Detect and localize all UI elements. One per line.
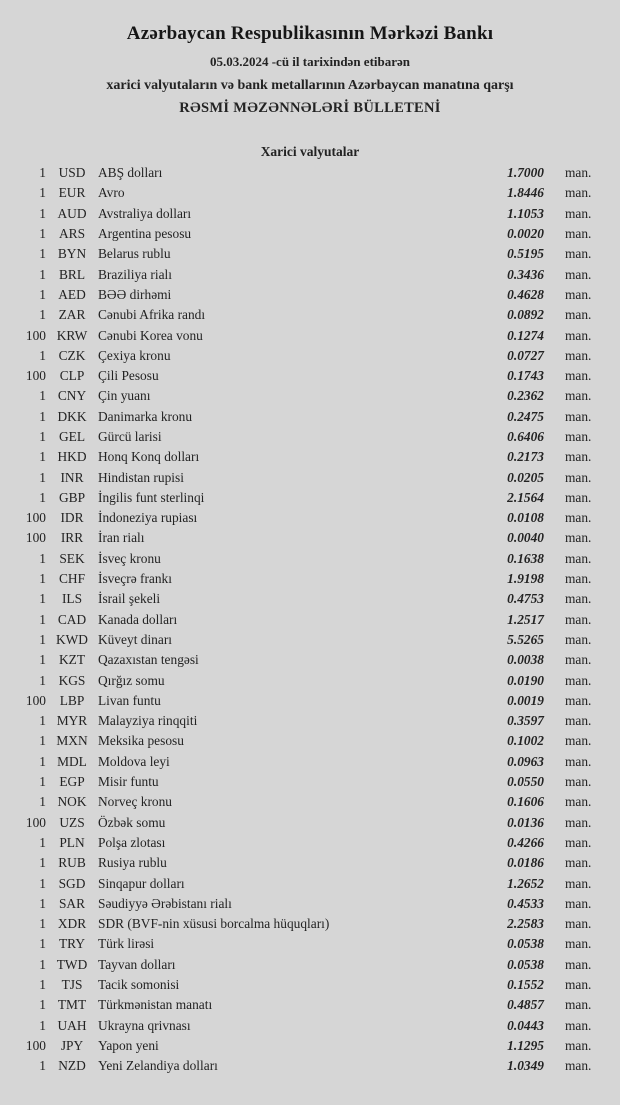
currency-row xyxy=(0,163,620,183)
currency-rate-value: 0.1002 xyxy=(507,733,544,749)
section-heading-foreign-currencies: Xarici valyutalar xyxy=(260,144,360,159)
currency-unit-label: man. xyxy=(565,286,592,302)
currency-rate-value: 0.0963 xyxy=(507,753,544,769)
currency-code: NOK xyxy=(57,794,87,810)
currency-row xyxy=(0,569,620,589)
currency-name: Avstraliya dolları xyxy=(98,205,192,221)
currency-row xyxy=(0,955,620,975)
currency-row xyxy=(0,995,620,1015)
currency-rate-value: 0.0186 xyxy=(507,855,544,871)
currency-row xyxy=(0,285,620,305)
currency-row xyxy=(0,853,620,873)
currency-code: TWD xyxy=(56,956,88,972)
currency-rate-value: 0.4753 xyxy=(507,591,544,607)
currency-code: KGS xyxy=(58,672,86,688)
currency-row xyxy=(0,549,620,569)
currency-unit-label: man. xyxy=(565,469,592,485)
currency-quantity: 1 xyxy=(39,936,46,952)
currency-unit-label: man. xyxy=(565,1037,592,1053)
currency-quantity: 1 xyxy=(39,286,46,302)
currency-code: CHF xyxy=(58,571,86,587)
currency-code: GEL xyxy=(58,429,86,444)
currency-quantity: 1 xyxy=(39,489,46,505)
currency-row xyxy=(0,1015,620,1035)
currency-rate-value: 0.0108 xyxy=(507,510,544,526)
currency-rate-value: 5.5265 xyxy=(507,631,544,647)
currency-name: Rusiya rublu xyxy=(98,855,167,871)
currency-unit-label: man. xyxy=(565,246,592,262)
currency-quantity: 1 xyxy=(39,916,46,932)
currency-row xyxy=(0,366,620,386)
currency-quantity: 1 xyxy=(39,895,46,911)
currency-name: Cənubi Korea vonu xyxy=(98,327,203,343)
currency-rate-value: 1.9198 xyxy=(507,571,544,587)
currency-code: GBP xyxy=(58,489,86,505)
currency-unit-label: man. xyxy=(565,408,592,424)
currency-code: HKD xyxy=(57,449,87,465)
currency-row xyxy=(0,610,620,630)
effective-date-line: 05.03.2024 -cü il tarixindən etibarən xyxy=(209,54,411,69)
currency-quantity: 1 xyxy=(39,449,46,465)
currency-row xyxy=(0,650,620,670)
currency-code: MDL xyxy=(57,753,87,769)
currency-name: İran rialı xyxy=(98,530,145,546)
currency-row xyxy=(0,813,620,833)
currency-rate-value: 1.2517 xyxy=(507,611,544,627)
currency-quantity: 1 xyxy=(39,652,46,668)
currency-code: DKK xyxy=(57,408,87,424)
currency-name: Moldova leyi xyxy=(98,753,170,769)
currency-unit-label: man. xyxy=(565,307,592,323)
bank-title: Azərbaycan Respublikasının Mərkəzi Bankı xyxy=(126,23,494,44)
currency-name: Danimarka kronu xyxy=(98,408,193,424)
currency-row xyxy=(0,224,620,244)
currency-unit-label: man. xyxy=(565,895,592,911)
currency-rate-value: 2.1564 xyxy=(507,489,544,505)
currency-code: CNY xyxy=(57,388,87,404)
currency-rate-value: 0.4266 xyxy=(507,834,544,850)
currency-quantity: 100 xyxy=(25,530,46,546)
currency-quantity: 1 xyxy=(39,713,46,729)
currency-quantity: 1 xyxy=(39,1058,46,1074)
currency-row xyxy=(0,508,620,528)
currency-name: İsveçrə frankı xyxy=(98,571,172,587)
currency-name: Honq Konq dolları xyxy=(98,449,200,465)
currency-code: UAH xyxy=(57,1017,87,1033)
currency-name: Səudiyyə Ərəbistanı rialı xyxy=(98,895,232,911)
currency-row xyxy=(0,630,620,650)
currency-row xyxy=(0,894,620,914)
currency-unit-label: man. xyxy=(565,916,592,932)
currency-quantity: 100 xyxy=(25,510,46,526)
currency-row xyxy=(0,752,620,772)
currency-code: CAD xyxy=(57,611,87,627)
currency-name: Qırğız somu xyxy=(98,672,165,688)
currency-unit-label: man. xyxy=(565,753,592,769)
currency-unit-label: man. xyxy=(565,550,592,566)
currency-code: JPY xyxy=(60,1037,84,1053)
currency-unit-label: man. xyxy=(565,631,592,647)
currency-name: Polşa zlotası xyxy=(98,834,166,850)
currency-unit-label: man. xyxy=(565,652,592,668)
currency-name: İngilis funt sterlinqi xyxy=(98,489,205,505)
currency-unit-label: man. xyxy=(565,591,592,607)
currency-code: CLP xyxy=(59,368,85,384)
currency-rate-value: 0.3597 xyxy=(507,713,544,729)
currency-quantity: 100 xyxy=(25,814,46,830)
currency-rate-value: 0.0038 xyxy=(507,652,544,668)
currency-unit-label: man. xyxy=(565,692,592,708)
currency-unit-label: man. xyxy=(565,571,592,587)
currency-name: Sinqapur dolları xyxy=(98,875,185,891)
currency-quantity: 1 xyxy=(39,550,46,566)
currency-quantity: 1 xyxy=(39,571,46,587)
currency-rate-value: 0.0538 xyxy=(507,936,544,952)
currency-quantity: 1 xyxy=(39,307,46,323)
currency-code: RUB xyxy=(58,855,86,871)
currency-code: TJS xyxy=(61,977,83,993)
currency-name: Avro xyxy=(98,185,125,201)
currency-unit-label: man. xyxy=(565,733,592,749)
currency-rate-value: 0.0550 xyxy=(507,774,544,790)
currency-unit-label: man. xyxy=(565,266,592,282)
currency-row xyxy=(0,873,620,893)
currency-quantity: 1 xyxy=(39,774,46,790)
currency-unit-label: man. xyxy=(565,611,592,627)
currency-rate-value: 0.4533 xyxy=(507,895,544,911)
currency-code: PLN xyxy=(59,834,85,850)
currency-code: UZS xyxy=(59,814,85,830)
currency-code: ILS xyxy=(61,591,83,607)
currency-unit-label: man. xyxy=(565,530,592,546)
currency-unit-label: man. xyxy=(565,489,592,505)
currency-code: BYN xyxy=(57,246,87,262)
currency-quantity: 1 xyxy=(39,753,46,769)
currency-code: EUR xyxy=(58,185,86,201)
currency-quantity: 1 xyxy=(39,591,46,607)
currency-code: ARS xyxy=(58,226,86,242)
currency-rate-value: 0.0019 xyxy=(507,692,544,708)
currency-row xyxy=(0,833,620,853)
currency-row xyxy=(0,264,620,284)
currency-quantity: 1 xyxy=(39,611,46,627)
currency-row xyxy=(0,407,620,427)
currency-rate-value: 1.8446 xyxy=(507,185,544,201)
currency-name: SDR (BVF-nin xüsusi borcalma hüquqları) xyxy=(98,916,330,932)
currency-quantity: 1 xyxy=(39,408,46,424)
currency-quantity: 1 xyxy=(39,266,46,282)
currency-unit-label: man. xyxy=(565,794,592,810)
currency-unit-label: man. xyxy=(565,814,592,830)
currency-code: AED xyxy=(58,286,86,302)
currency-row xyxy=(0,589,620,609)
currency-quantity: 1 xyxy=(39,855,46,871)
currency-name: Meksika pesosu xyxy=(98,733,184,749)
currency-row xyxy=(0,386,620,406)
currency-code: TMT xyxy=(57,997,87,1013)
currency-row xyxy=(0,934,620,954)
currency-rate-value: 0.4857 xyxy=(507,997,544,1013)
currency-rate-value: 1.1053 xyxy=(507,205,544,221)
currency-name: Misir funtu xyxy=(98,774,159,790)
currency-unit-label: man. xyxy=(565,388,592,404)
currency-quantity: 1 xyxy=(39,834,46,850)
currency-rate-value: 0.1743 xyxy=(507,368,544,384)
currency-row xyxy=(0,975,620,995)
currency-rate-value: 0.5195 xyxy=(507,246,544,262)
currency-unit-label: man. xyxy=(565,875,592,891)
currency-unit-label: man. xyxy=(565,1058,592,1074)
currency-row xyxy=(0,325,620,345)
currency-name: Kanada dolları xyxy=(98,611,178,627)
currency-rate-value: 0.0443 xyxy=(507,1017,544,1033)
currency-quantity: 1 xyxy=(39,977,46,993)
currency-rate-value: 0.0205 xyxy=(507,469,544,485)
currency-unit-label: man. xyxy=(565,429,592,444)
currency-quantity: 1 xyxy=(39,347,46,363)
currency-row xyxy=(0,305,620,325)
currency-name: Cənubi Afrika randı xyxy=(98,307,206,323)
currency-unit-label: man. xyxy=(565,834,592,850)
currency-row xyxy=(0,691,620,711)
currency-row xyxy=(0,204,620,224)
currency-unit-label: man. xyxy=(565,774,592,790)
currency-name: Yeni Zelandiya dolları xyxy=(98,1058,218,1074)
currency-quantity: 100 xyxy=(25,327,46,343)
currency-name: Çin yuanı xyxy=(98,388,151,404)
currency-name: Argentina pesosu xyxy=(98,226,192,242)
currency-name: Livan funtu xyxy=(98,692,161,708)
currency-unit-label: man. xyxy=(565,997,592,1013)
currency-rate-value: 0.0136 xyxy=(507,814,544,830)
currency-quantity: 1 xyxy=(39,631,46,647)
currency-code: TRY xyxy=(58,936,86,952)
currency-name: Braziliya rialı xyxy=(98,266,172,282)
currency-unit-label: man. xyxy=(565,672,592,688)
currency-row xyxy=(0,467,620,487)
currency-quantity: 1 xyxy=(39,429,46,444)
currency-row xyxy=(0,670,620,690)
currency-rate-value: 0.0727 xyxy=(507,347,544,363)
currency-quantity: 1 xyxy=(39,185,46,201)
currency-row xyxy=(0,427,620,447)
currency-row xyxy=(0,792,620,812)
currency-quantity: 1 xyxy=(39,672,46,688)
currency-rate-value: 0.2362 xyxy=(507,388,544,404)
bulletin-subtitle: xarici valyutaların və bank metallarının Azərbaycan manatına qarşı xyxy=(106,78,514,93)
currency-unit-label: man. xyxy=(565,510,592,526)
currency-rate-value: 0.1638 xyxy=(507,550,544,566)
currency-code: ZAR xyxy=(58,307,86,323)
currency-name: Çexiya kronu xyxy=(98,347,171,363)
currency-code: IRR xyxy=(60,530,84,546)
currency-code: MYR xyxy=(56,713,88,729)
currency-quantity: 100 xyxy=(25,1037,46,1053)
currency-name: Çili Pesosu xyxy=(98,368,159,384)
currency-row xyxy=(0,488,620,508)
currency-name: Qazaxıstan tengəsi xyxy=(98,652,199,668)
currency-row xyxy=(0,914,620,934)
currency-unit-label: man. xyxy=(565,185,592,201)
currency-name: Gürcü larisi xyxy=(98,429,162,444)
currency-quantity: 100 xyxy=(25,692,46,708)
currency-quantity: 100 xyxy=(25,368,46,384)
currency-unit-label: man. xyxy=(565,956,592,972)
currency-rate-value: 0.4628 xyxy=(507,286,544,302)
currency-row xyxy=(0,447,620,467)
currency-name: Tayvan dolları xyxy=(98,956,176,972)
currency-code: IDR xyxy=(60,510,84,526)
currency-code: XDR xyxy=(57,916,87,932)
currency-unit-label: man. xyxy=(565,205,592,221)
currency-name: Ukrayna qrivnası xyxy=(98,1017,191,1033)
currency-rate-value: 0.2173 xyxy=(507,449,544,465)
currency-unit-label: man. xyxy=(565,165,592,181)
currency-quantity: 1 xyxy=(39,733,46,749)
currency-code: AUD xyxy=(57,205,87,221)
currency-unit-label: man. xyxy=(565,368,592,384)
currency-name: Belarus rublu xyxy=(98,246,171,262)
currency-row xyxy=(0,731,620,751)
currency-name: Norveç kronu xyxy=(98,794,172,810)
currency-row xyxy=(0,346,620,366)
currency-rate-value: 0.2475 xyxy=(507,408,544,424)
currency-row xyxy=(0,528,620,548)
currency-quantity: 1 xyxy=(39,956,46,972)
currency-rate-value: 2.2583 xyxy=(507,916,544,932)
currency-row xyxy=(0,1036,620,1056)
currency-unit-label: man. xyxy=(565,449,592,465)
currency-rate-value: 0.3436 xyxy=(507,266,544,282)
currency-code: USD xyxy=(58,165,86,181)
currency-name: Türk lirəsi xyxy=(98,936,155,952)
currency-quantity: 1 xyxy=(39,388,46,404)
currency-unit-label: man. xyxy=(565,713,592,729)
bulletin-official-title: RƏSMİ MƏZƏNNƏLƏRİ BÜLLETENİ xyxy=(179,100,441,116)
currency-quantity: 1 xyxy=(39,226,46,242)
currency-rate-value: 1.2652 xyxy=(507,875,544,891)
currency-code: BRL xyxy=(58,266,86,282)
currency-unit-label: man. xyxy=(565,855,592,871)
currency-name: İndoneziya rupiası xyxy=(98,510,198,526)
currency-name: Malayziya rinqqiti xyxy=(98,713,198,729)
currency-quantity: 1 xyxy=(39,469,46,485)
currency-quantity: 1 xyxy=(39,246,46,262)
currency-row xyxy=(0,244,620,264)
currency-rates-table xyxy=(0,163,620,1076)
currency-rate-value: 0.0538 xyxy=(507,956,544,972)
currency-name: İsrail şekeli xyxy=(98,591,161,607)
currency-rate-value: 0.0190 xyxy=(507,672,544,688)
currency-code: MXN xyxy=(56,733,88,749)
currency-name: ABŞ dolları xyxy=(98,165,163,181)
currency-unit-label: man. xyxy=(565,977,592,993)
currency-row xyxy=(0,183,620,203)
currency-unit-label: man. xyxy=(565,327,592,343)
currency-name: Yapon yeni xyxy=(98,1037,159,1053)
currency-code: SEK xyxy=(59,550,85,566)
currency-quantity: 1 xyxy=(39,165,46,181)
currency-code: EGP xyxy=(59,774,85,790)
currency-unit-label: man. xyxy=(565,936,592,952)
currency-code: NZD xyxy=(58,1058,86,1074)
currency-rate-value: 0.1274 xyxy=(507,327,544,343)
currency-unit-label: man. xyxy=(565,347,592,363)
bulletin-header xyxy=(0,23,620,117)
currency-quantity: 1 xyxy=(39,997,46,1013)
currency-code: INR xyxy=(60,469,84,485)
currency-code: LBP xyxy=(59,692,85,708)
currency-rate-value: 1.0349 xyxy=(507,1058,544,1074)
currency-code: SGD xyxy=(58,875,86,891)
currency-quantity: 1 xyxy=(39,875,46,891)
currency-rate-value: 1.7000 xyxy=(507,165,544,181)
currency-rate-value: 0.6406 xyxy=(507,429,544,444)
currency-rate-value: 0.0892 xyxy=(507,307,544,323)
currency-row xyxy=(0,1056,620,1076)
currency-name: Tacik somonisi xyxy=(98,977,180,993)
currency-unit-label: man. xyxy=(565,1017,592,1033)
currency-name: Özbək somu xyxy=(98,814,166,830)
currency-quantity: 1 xyxy=(39,1017,46,1033)
currency-name: İsveç kronu xyxy=(98,550,161,566)
currency-row xyxy=(0,711,620,731)
currency-rate-value: 1.1295 xyxy=(507,1037,544,1053)
currency-code: KWD xyxy=(56,631,88,647)
currency-code: CZK xyxy=(58,347,86,363)
currency-name: Hindistan rupisi xyxy=(98,469,184,485)
currency-quantity: 1 xyxy=(39,205,46,221)
currency-rate-value: 0.1606 xyxy=(507,794,544,810)
currency-name: Küveyt dinarı xyxy=(98,631,173,647)
currency-rate-value: 0.1552 xyxy=(507,977,544,993)
currency-rate-value: 0.0040 xyxy=(507,530,544,546)
currency-code: SAR xyxy=(58,895,86,911)
currency-name: Türkmənistan manatı xyxy=(98,997,213,1013)
currency-quantity: 1 xyxy=(39,794,46,810)
currency-unit-label: man. xyxy=(565,226,592,242)
currency-code: KRW xyxy=(56,327,88,343)
currency-name: BƏƏ dirhəmi xyxy=(98,286,172,302)
currency-row xyxy=(0,772,620,792)
currency-rate-value: 0.0020 xyxy=(507,226,544,242)
currency-code: KZT xyxy=(58,652,86,668)
